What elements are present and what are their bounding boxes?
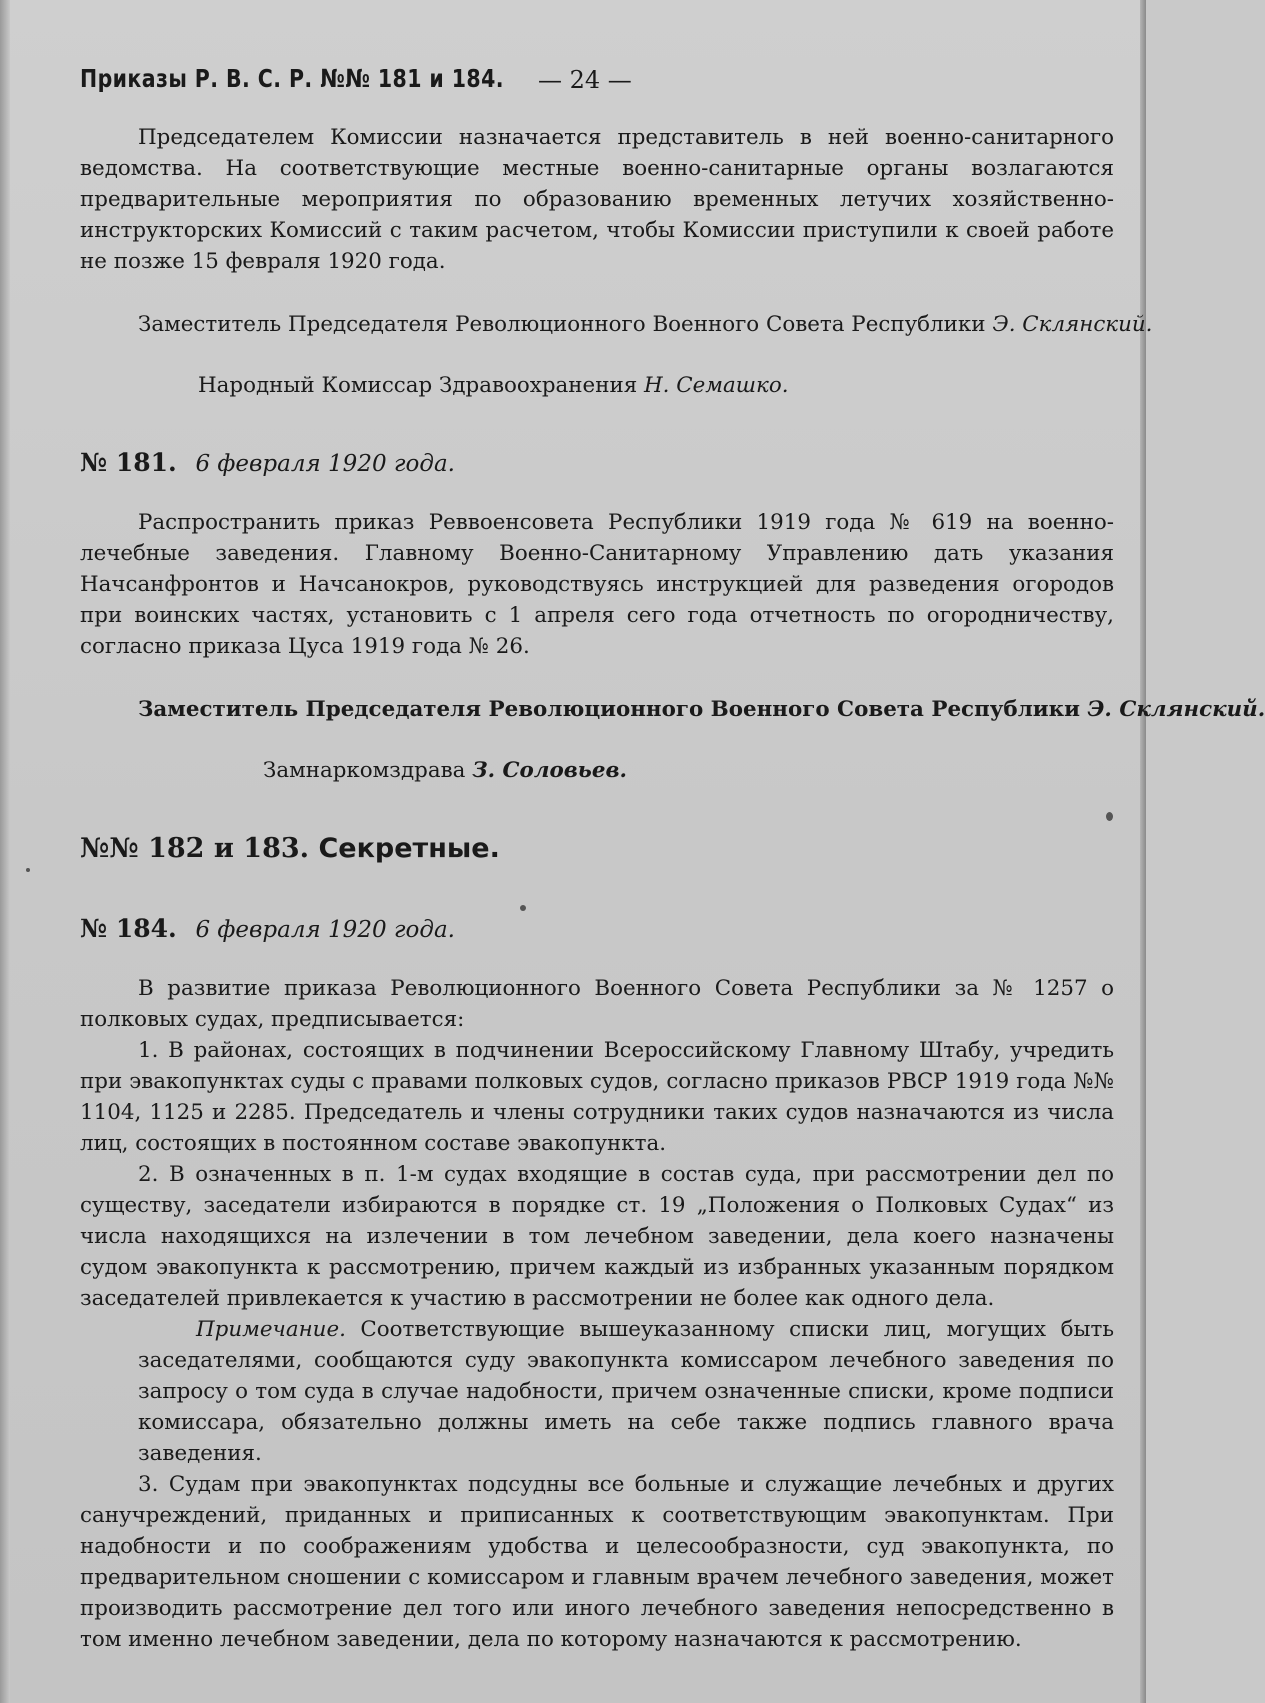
page-edge-right [1140,0,1146,1703]
order-date: 6 февраля 1920 года. [195,451,455,477]
signature-title: Замнаркомздрава [263,758,466,783]
order-date: 6 февраля 1920 года. [195,917,455,943]
order-number: № 184. [80,914,177,943]
order-number: №№ 182 и 183. [80,833,310,864]
signature-commissar [80,370,1114,401]
page-content [80,122,1265,1655]
order-heading [80,446,1114,481]
signature-name: Н. Семашко. [644,373,789,398]
order-note [138,1314,1114,1469]
print-speck [1106,812,1113,821]
order-secret-label: Секретные. [318,833,500,864]
page-number: — 24 — [538,66,632,94]
signature-title: Заместитель Председателя Революционного Военного Совета Республики [138,312,986,337]
signature-deputy-health [80,755,1114,786]
previous-order-paragraph: Председателем Комиссии назначается представитель в ней военно-санитарного ведомства. На соответствующие местные военно-санитарные органы возлагаются предварительные мероприятия по образованию временных летучих хозяйственно-инструкторских Комиссий с таким расчетом, чтобы Комиссии приступили к своей работе не позже 15 февраля 1920 года. [80,125,1114,274]
note-label: Примечание. [196,1317,346,1342]
signature-deputy-chairman [80,309,1153,340]
orders-182-183 [80,831,1114,867]
order-item-3: 3. Судам при эвакопунктах подсудны все больные и служащие лечебных и других санучреждений, приданных и приписанных к соответствующим эвакопунктам. При надобности и по соображениям удобства и целесообразности, суд эвакопункта, по предварительном сношении с комиссаром и главным врачем лечебного заведения, может производить рассмотрение дел того или иного лечебного заведения непосредственно в том именно лечебном заведении, дела по которому назначаются к рассмотрению. [80,1472,1114,1652]
print-speck [520,905,526,911]
page-header [80,64,1110,98]
order-paragraph: Распространить приказ Реввоенсовета Республики 1919 года № 619 на военно-лечебные заведения. Главному Военно-Санитарному Управлению дать указания Начсанфронтов и Начсанокров, руководствуясь инструкцией для разведения огородов при воинских частях, установить с 1 апреля сего года отчетность по огородничеству, согласно приказа Цуса 1919 года № 26. [80,510,1114,659]
order-item-2: 2. В означенных в п. 1-м судах входящие в состав суда, при рассмотрении дел по существу, заседатели избираются в порядке ст. 19 „Положения о Полковых Судах“ из числа находящихся на излечении в том лечебном заведении, дела коего назначены судом эвакопункта к рассмотрению, причем каждый из избранных указанным порядком заседателей привлекается к участию в рассмотрении не более как одного дела. [80,1162,1114,1311]
signature-name: Э. Склянский. [1087,697,1265,722]
signature-title: Заместитель Председателя Революционного Военного Совета Республики [138,697,1080,722]
order-item-1: 1. В районах, состоящих в подчинении Всероссийскому Главному Штабу, учредить при эвакопунктах суды с правами полковых судов, согласно приказов РВСР 1919 года №№ 1104, 1125 и 2285. Председатель и члены сотрудники таких судов назначаются из числа лиц, состоящих в постоянном составе эвакопункта. [80,1038,1114,1156]
running-title: Приказы Р. В. С. Р. №№ 181 и 184. [80,64,504,93]
signature-name: Э. Склянский. [992,312,1153,337]
previous-order-tail [80,122,1153,401]
order-number: № 181. [80,448,177,477]
signature-name: З. Соловьев. [472,758,628,783]
signature-deputy-chairman [80,694,1265,725]
order-184 [80,912,1114,1655]
order-heading [80,831,1114,867]
order-heading [80,912,1114,947]
print-speck [26,868,30,872]
signature-title: Народный Комиссар Здравоохранения [198,373,638,398]
order-intro: В развитие приказа Революционного Военного Совета Республики за № 1257 о полковых судах, предписывается: [80,976,1114,1032]
page-edge-left [0,0,10,1703]
order-181 [80,446,1265,786]
note-text: Соответствующие вышеуказанному списки лиц, могущих быть заседателями, сообщаются суду эвакопункта комиссаром лечебного заведения по запросу о том суда в случае надобности, причем означенные списки, кроме подписи комиссара, обязательно должны иметь на себе также подпись главного врача заведения. [138,1317,1114,1466]
